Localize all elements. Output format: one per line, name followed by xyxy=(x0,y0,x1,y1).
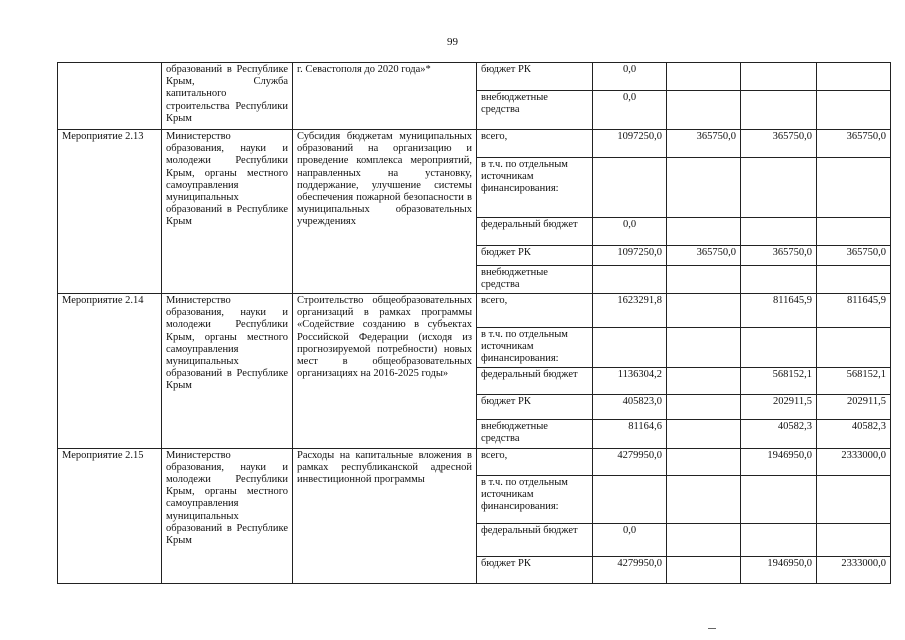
source-cell: внебюджетные средства xyxy=(477,266,593,294)
year2-cell xyxy=(741,158,817,218)
table-row xyxy=(58,448,891,475)
measure-name-cell: Субсидия бюджетам муниципальных образований на организацию и проведение комплекса мероприятий, направленных на установку, поддержание, улучшение системы обеспечения пожарной безопасности в муниципальных образовательных учреждениях xyxy=(293,130,477,294)
year1-cell xyxy=(667,158,741,218)
year2-cell: 365750,0 xyxy=(741,246,817,266)
year2-cell xyxy=(741,523,817,556)
source-cell: федеральный бюджет xyxy=(477,218,593,246)
source-cell: бюджет РК xyxy=(477,556,593,583)
year1-cell xyxy=(667,367,741,394)
total-cell xyxy=(593,158,667,218)
year1-cell xyxy=(667,556,741,583)
source-cell: федеральный бюджет xyxy=(477,367,593,394)
source-cell: в т.ч. по отдельным источникам финансирования: xyxy=(477,158,593,218)
year1-cell xyxy=(667,448,741,475)
source-cell: внебюджетные средства xyxy=(477,91,593,130)
measure-label-cell xyxy=(58,63,162,130)
year3-cell xyxy=(817,63,891,91)
year3-cell xyxy=(817,158,891,218)
total-cell xyxy=(593,328,667,368)
total-cell: 0,0 xyxy=(593,523,667,556)
year2-cell: 202911,5 xyxy=(741,394,817,419)
measure-label-cell: Мероприятие 2.14 xyxy=(58,294,162,449)
measure-name-cell: Строительство общеобразовательных организаций в рамках программы «Содействие созданию в субъектах Российской Федерации (исходя из прогнозируемой потребности) новых мест в общеобразовательных организациях на 2016-2025 годы» xyxy=(293,294,477,449)
year1-cell xyxy=(667,294,741,328)
total-cell: 1623291,8 xyxy=(593,294,667,328)
year1-cell xyxy=(667,419,741,448)
year3-cell xyxy=(817,475,891,523)
total-cell: 405823,0 xyxy=(593,394,667,419)
year1-cell xyxy=(667,475,741,523)
scan-mark xyxy=(708,628,716,629)
year3-cell: 2333000,0 xyxy=(817,448,891,475)
measure-name-cell: г. Севастополя до 2020 года»* xyxy=(293,63,477,130)
year3-cell xyxy=(817,266,891,294)
year2-cell xyxy=(741,266,817,294)
year2-cell: 568152,1 xyxy=(741,367,817,394)
source-cell: бюджет РК xyxy=(477,246,593,266)
table-row xyxy=(58,294,891,328)
source-cell: внебюджетные средства xyxy=(477,419,593,448)
total-cell: 0,0 xyxy=(593,91,667,130)
year3-cell xyxy=(817,328,891,368)
year1-cell xyxy=(667,266,741,294)
total-cell: 0,0 xyxy=(593,63,667,91)
year2-cell: 1946950,0 xyxy=(741,556,817,583)
year3-cell xyxy=(817,523,891,556)
source-cell: всего, xyxy=(477,448,593,475)
year3-cell: 365750,0 xyxy=(817,246,891,266)
year2-cell xyxy=(741,475,817,523)
year2-cell xyxy=(741,63,817,91)
total-cell: 1097250,0 xyxy=(593,130,667,158)
source-cell: всего, xyxy=(477,130,593,158)
year2-cell xyxy=(741,91,817,130)
year3-cell: 365750,0 xyxy=(817,130,891,158)
total-cell: 1097250,0 xyxy=(593,246,667,266)
source-cell: всего, xyxy=(477,294,593,328)
year3-cell xyxy=(817,91,891,130)
measure-label-cell: Мероприятие 2.15 xyxy=(58,448,162,583)
total-cell: 0,0 xyxy=(593,218,667,246)
year2-cell: 1946950,0 xyxy=(741,448,817,475)
year2-cell xyxy=(741,328,817,368)
executor-cell: образований в Республике Крым, Служба капитального строительства Республики Крым xyxy=(162,63,293,130)
year3-cell: 811645,9 xyxy=(817,294,891,328)
measure-name-cell: Расходы на капитальные вложения в рамках республиканской адресной инвестиционной программы xyxy=(293,448,477,583)
year2-cell: 811645,9 xyxy=(741,294,817,328)
year1-cell xyxy=(667,91,741,130)
year1-cell xyxy=(667,328,741,368)
year1-cell xyxy=(667,523,741,556)
total-cell: 4279950,0 xyxy=(593,448,667,475)
executor-cell: Министерство образования, науки и молодежи Республики Крым, органы местного самоуправления муниципальных образований в Республике Крым xyxy=(162,448,293,583)
year3-cell: 2333000,0 xyxy=(817,556,891,583)
total-cell xyxy=(593,475,667,523)
total-cell: 1136304,2 xyxy=(593,367,667,394)
table-row xyxy=(58,63,891,91)
year1-cell xyxy=(667,63,741,91)
year1-cell xyxy=(667,394,741,419)
year1-cell: 365750,0 xyxy=(667,246,741,266)
year2-cell xyxy=(741,218,817,246)
budget-table xyxy=(57,62,891,584)
year3-cell: 568152,1 xyxy=(817,367,891,394)
year1-cell: 365750,0 xyxy=(667,130,741,158)
executor-cell: Министерство образования, науки и молодежи Республики Крым, органы местного самоуправления муниципальных образований в Республике Крым xyxy=(162,294,293,449)
year3-cell: 202911,5 xyxy=(817,394,891,419)
measure-label-cell: Мероприятие 2.13 xyxy=(58,130,162,294)
source-cell: в т.ч. по отдельным источникам финансирования: xyxy=(477,328,593,368)
year2-cell: 365750,0 xyxy=(741,130,817,158)
page-number: 99 xyxy=(447,36,458,48)
total-cell: 81164,6 xyxy=(593,419,667,448)
year2-cell: 40582,3 xyxy=(741,419,817,448)
source-cell: в т.ч. по отдельным источникам финансирования: xyxy=(477,475,593,523)
executor-cell: Министерство образования, науки и молодежи Республики Крым, органы местного самоуправления муниципальных образований в Республике Крым xyxy=(162,130,293,294)
source-cell: бюджет РК xyxy=(477,394,593,419)
source-cell: бюджет РК xyxy=(477,63,593,91)
total-cell: 4279950,0 xyxy=(593,556,667,583)
year3-cell xyxy=(817,218,891,246)
year1-cell xyxy=(667,218,741,246)
total-cell xyxy=(593,266,667,294)
source-cell: федеральный бюджет xyxy=(477,523,593,556)
year3-cell: 40582,3 xyxy=(817,419,891,448)
table-row xyxy=(58,130,891,158)
